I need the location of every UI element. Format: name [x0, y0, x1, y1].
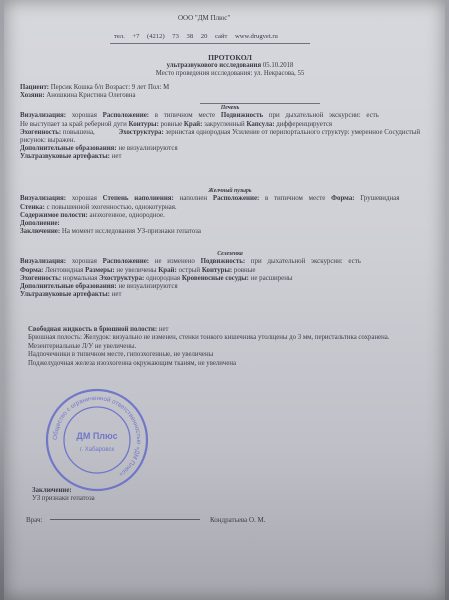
sp-extra-label: Дополнительные образования: — [20, 282, 117, 290]
patient-line — [20, 84, 169, 92]
spleen-line-5 — [14, 291, 446, 299]
lymph-line: Мезентериальные Л/У не увеличены. — [28, 342, 137, 350]
sp-art-value: нет — [111, 290, 122, 298]
sp-form-value: Лентовидная — [45, 266, 84, 274]
gallbladder-line-2 — [14, 204, 446, 212]
liver-edge-text: Не выступает за край реберной дуги — [20, 120, 127, 128]
gb-vis-label: Визуализация: — [20, 195, 67, 203]
liver-echo-value: повышена, — [62, 128, 95, 136]
gb-concl-value: На момент исследования УЗ-признаки гепатоза — [61, 227, 201, 235]
patient-value: Персик Кошка б/п Возраст: 9 лет Пол: М — [50, 84, 170, 91]
liver-extra-label: Дополнительные образования: — [20, 144, 117, 152]
sp-form-label: Форма: — [20, 266, 44, 274]
signature-underline — [50, 519, 200, 520]
gb-content-value: анэхогенное, однородное. — [89, 211, 165, 219]
header-divider — [110, 43, 310, 44]
free-fluid-line — [14, 326, 446, 334]
sp-size-label: Размеры: — [85, 266, 115, 274]
sp-art-label: Ультразвуковые артефакты: — [20, 290, 110, 298]
liver-mob-label: Подвижность — [220, 112, 264, 120]
exam-location: Место проведения исследования: ул. Некрасова, 55 — [155, 70, 305, 77]
gb-form-value: Грушевидная — [360, 195, 400, 203]
free-fluid-label: Свободная жидкость в брюшной полости: — [28, 326, 158, 333]
liver-art-label: Ультразвуковые артефакты: — [20, 152, 110, 160]
free-fluid-value: нет — [158, 326, 169, 333]
signature-line — [26, 516, 265, 524]
sp-echo-label: Эхогенность: — [20, 274, 62, 282]
phone-text: тел. +7 (4212) 73 38 20 — [114, 33, 208, 40]
liver-echo-label: Эхогенность: — [20, 128, 62, 136]
abdomen-section — [14, 326, 446, 368]
spleen-section — [14, 250, 446, 299]
liver-border-value: закругленный — [204, 120, 245, 128]
gallbladder-section — [14, 187, 446, 236]
site-text: сайт www.drugvet.ru — [215, 33, 278, 40]
paper-sheet — [4, 0, 445, 600]
conclusion-text: УЗ признаки гепатоза — [32, 495, 95, 502]
gallbladder-line-5 — [14, 228, 446, 236]
liver-vis-label: Визуализация: — [20, 112, 67, 120]
gb-extra-label: Дополнение: — [20, 219, 60, 227]
sp-pos-label: Расположение: — [102, 258, 150, 266]
sp-size-value: не увеличены — [116, 266, 157, 274]
liver-echostr-value: зернистая однородная Усиление от перипортального структур: умеренное Сосудистый рисунок: выражен. — [20, 128, 421, 144]
owner-line — [20, 92, 169, 100]
gb-vis-value: хорошая — [71, 195, 97, 203]
sp-pos-value: не изменено — [154, 258, 195, 266]
stamp-ring-textpath: Общество с ограниченной ответственностью «ДМ Плюс» — [51, 394, 143, 478]
sp-vessels-label: Кровеносные сосуды: — [181, 274, 249, 282]
liver-line-5 — [14, 153, 446, 161]
liver-border-label: Край: — [183, 120, 203, 128]
subtitle-text: ультразвукового исследования — [166, 62, 262, 69]
sp-border-value: острый — [178, 266, 201, 274]
spleen-line-2 — [14, 267, 446, 275]
gb-fill-label: Степень наполнения: — [102, 195, 174, 203]
sp-echostr-label: Эхоструктура: — [99, 274, 145, 282]
liver-vis-value: хорошая — [71, 112, 97, 120]
contacts-line — [114, 33, 278, 41]
abdomen-line: Брюшная полость: Желудок: визуально не изменен, стенки тонкого кишечника утолщены до 3 мм, перистальтика сохранена. — [28, 334, 390, 342]
liver-echostr-label: Эхоструктура: — [118, 128, 164, 136]
round-stamp — [42, 385, 152, 495]
liver-pos-value: в типичном месте — [154, 112, 216, 120]
gb-wall-value: с повышенной эхогенностью, однокотурная. — [46, 203, 177, 211]
sp-mob-label: Подвижность: — [200, 258, 246, 266]
gallbladder-title: Желчный пузырь — [208, 188, 252, 194]
gb-form-label: Форма: — [331, 195, 355, 203]
gallbladder-line-4 — [14, 220, 446, 228]
liver-contours-value: ровные — [160, 120, 183, 128]
patient-label: Пациент: — [20, 84, 50, 91]
owner-label: Хозяин: — [20, 92, 45, 99]
sp-vis-value: хорошая — [71, 258, 97, 266]
stamp-city-text: г. Хабаровск — [79, 447, 115, 453]
patient-block — [20, 84, 169, 100]
doctor-role: Врач: — [26, 516, 43, 524]
liver-contours-label: Контуры: — [128, 120, 159, 128]
liver-capsule-value: дифференцируется — [276, 120, 333, 128]
exam-date: 05.10.2018 — [262, 62, 294, 69]
liver-extra-value: не визуализируются — [118, 144, 178, 152]
owner-value: Аношкина Кристина Олеговна — [46, 92, 136, 99]
gb-wall-label: Стенка: — [20, 203, 45, 211]
sp-echostr-value: однородная — [146, 274, 181, 282]
liver-capsule-label: Капсула: — [246, 120, 275, 128]
sp-mob-value: при дыхательной экскурсии: есть — [250, 258, 361, 266]
gb-fill-value: наполнен — [179, 195, 208, 203]
spleen-line-1 — [14, 258, 446, 266]
liver-art-value: нет — [111, 152, 122, 160]
liver-section — [14, 104, 446, 161]
gallbladder-line-1 — [14, 195, 446, 203]
gallbladder-line-3 — [14, 212, 446, 220]
sp-border-label: Край: — [158, 266, 177, 274]
sp-extra-value: не визуализируются — [118, 282, 178, 290]
protocol-title: ПРОТОКОЛ — [208, 53, 252, 62]
sp-vessels-value: не расширены — [250, 274, 293, 282]
liver-line-1 — [14, 112, 446, 120]
conclusion-label: Заключение: — [32, 487, 72, 494]
sp-vis-label: Визуализация: — [20, 258, 67, 266]
doctor-name: Кондратьева О. М. — [209, 516, 266, 524]
liver-title: Печень — [220, 105, 240, 111]
sp-contours-label: Контуры: — [201, 266, 233, 274]
liver-mob-value: при дыхательной экскурсии: есть — [268, 112, 379, 120]
liver-pos-label: Расположение: — [102, 112, 150, 120]
liver-line-2 — [14, 121, 446, 129]
pancreas-line: Поджелудочная железа изоэхогенна окружающим тканям, не увеличена — [28, 359, 236, 367]
liver-line-4 — [14, 145, 446, 153]
liver-line-3 — [14, 129, 446, 145]
spleen-title: Селезенка — [217, 251, 243, 257]
adrenal-line: Надпочечники в типичном месте, гипоэхогенные, не увеличены — [28, 351, 214, 359]
spleen-line-3 — [14, 275, 446, 283]
sp-echo-value: нормальная — [62, 274, 98, 282]
gb-content-label: Содержимое полости: — [20, 211, 88, 219]
organization-name: ООО "ДМ Плюс" — [178, 14, 231, 22]
spleen-line-4 — [14, 283, 446, 291]
gb-pos-value: в типичном месте — [265, 195, 326, 203]
stamp-center-text: ДМ Плюс — [76, 431, 118, 441]
gb-pos-label: Расположение: — [212, 195, 260, 203]
gb-concl-label: Заключение: — [20, 227, 61, 235]
sp-contours-value: ровные — [233, 266, 256, 274]
